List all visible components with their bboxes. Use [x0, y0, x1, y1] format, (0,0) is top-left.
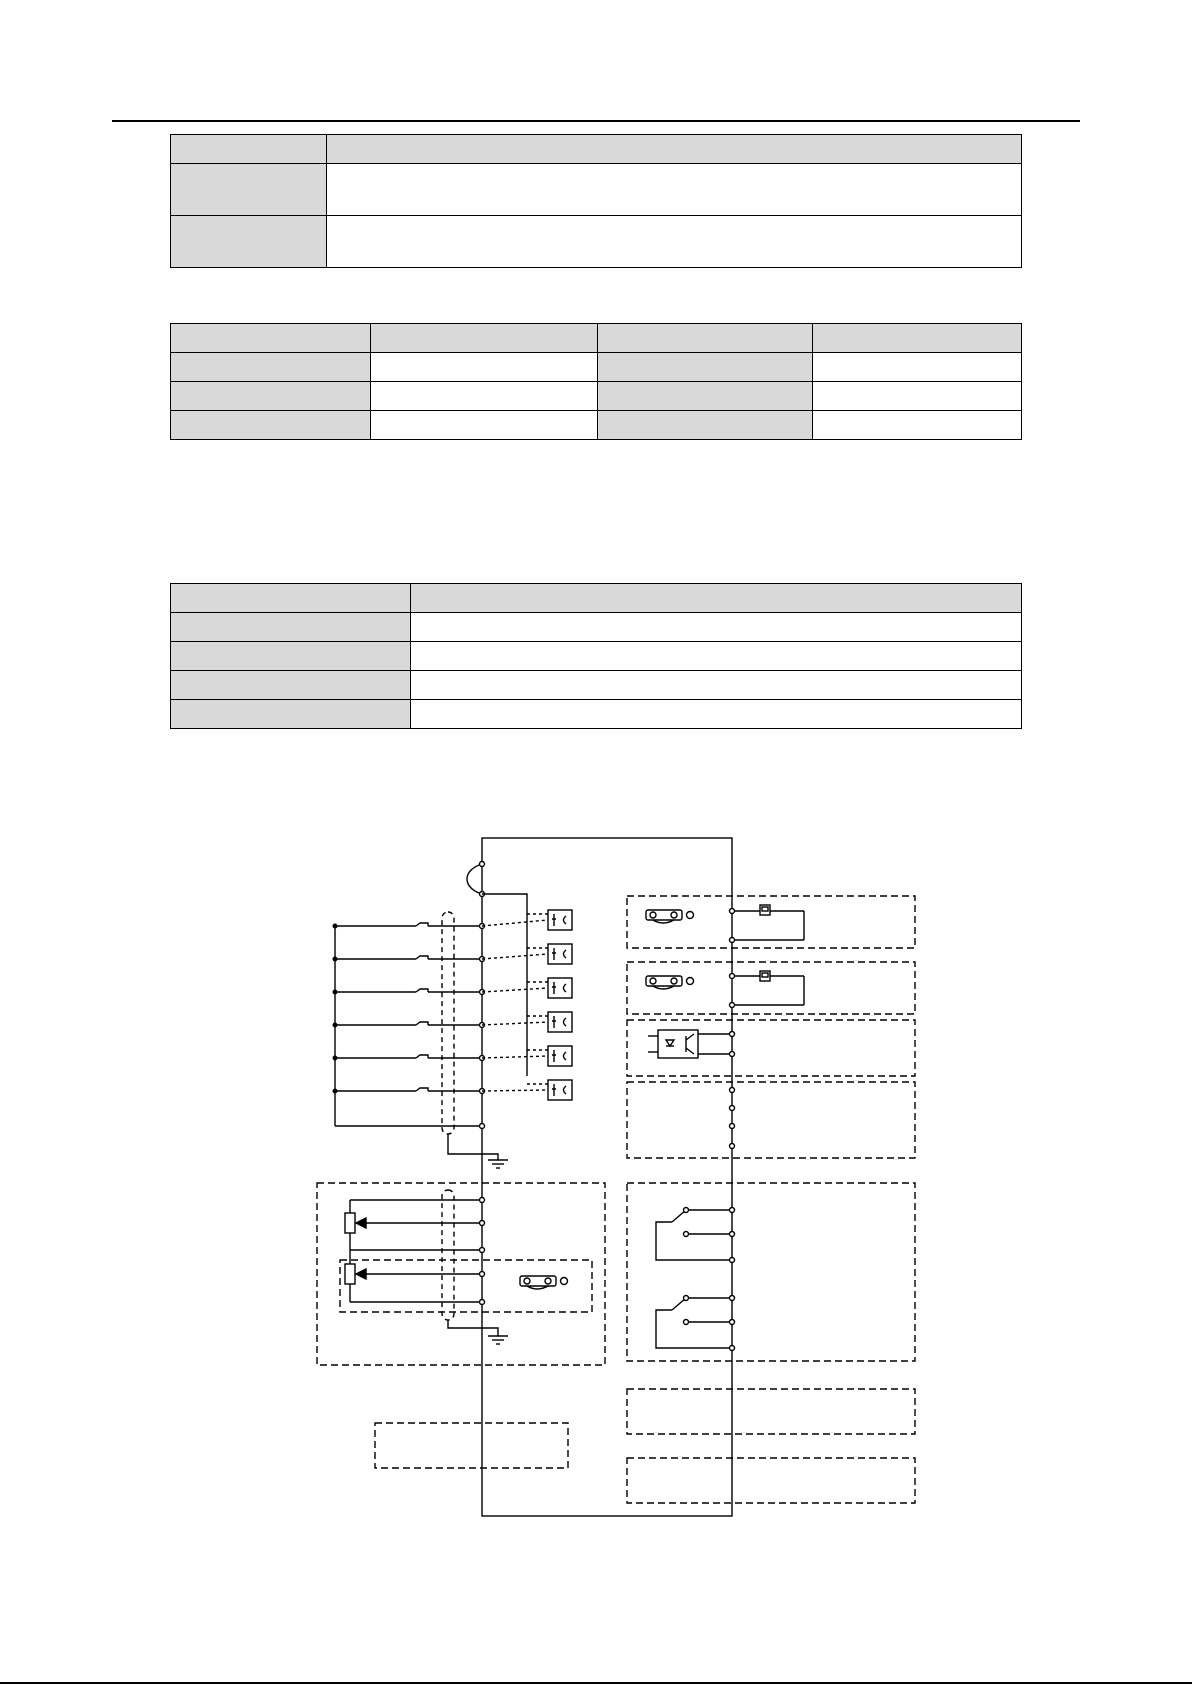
analog-shielded-cable [442, 1190, 454, 1320]
terminal [730, 1296, 735, 1301]
terminal [730, 1144, 735, 1149]
analog-output-1 [646, 905, 804, 940]
terminal [730, 1258, 735, 1263]
terminal [730, 1346, 735, 1351]
input-switch-icon [416, 1088, 428, 1091]
junction-dot [333, 990, 337, 994]
terminal [480, 1300, 485, 1305]
terminal [480, 1124, 485, 1129]
comm-port-group-2 [627, 1458, 915, 1503]
terminal [730, 1232, 735, 1237]
terminal [480, 1248, 485, 1253]
terminal [730, 1208, 735, 1213]
relay-1 [656, 1208, 732, 1261]
opto-link [482, 1022, 548, 1025]
terminal [480, 862, 485, 867]
communication-box [375, 1423, 568, 1468]
input-switch-icon [416, 1055, 428, 1058]
digital-input-lines [333, 923, 484, 1094]
digital-input-group [335, 926, 482, 1126]
potentiometer-1 [345, 1200, 482, 1250]
shielded-cable [442, 912, 454, 1134]
opto-output [648, 1030, 732, 1058]
terminal [480, 1221, 485, 1226]
opto-link [482, 1056, 548, 1058]
terminal [730, 1124, 735, 1129]
optocoupler-icon [548, 1080, 572, 1100]
input-switch-icon [416, 1022, 428, 1025]
optocoupler-icon [548, 978, 572, 998]
optocoupler-icon [548, 1012, 572, 1032]
opto-link [482, 954, 548, 959]
power-terminal-group [627, 1082, 915, 1158]
input-switch-icon [416, 956, 428, 959]
optocoupler-icon [548, 944, 572, 964]
junction-dot [333, 957, 337, 961]
shield-ground-lead [448, 1134, 498, 1160]
jumper-switch-icon [520, 1276, 568, 1289]
junction-dot [333, 924, 337, 928]
terminal [730, 1052, 735, 1057]
ground-icon [488, 1160, 508, 1168]
optocoupler-icon [548, 910, 572, 930]
open-collector-output-group [627, 1020, 915, 1076]
opto-link [482, 988, 548, 992]
footer-rule [0, 1682, 1192, 1684]
analog-output-2 [646, 971, 804, 1005]
opto-link [482, 920, 548, 926]
terminal [480, 1198, 485, 1203]
analog-shield-ground-lead [448, 1320, 498, 1336]
ground-icon [488, 1336, 508, 1344]
junction-dot [333, 1023, 337, 1027]
input-switch-icon [416, 989, 428, 992]
junction-dot [333, 1056, 337, 1060]
terminal [730, 909, 735, 914]
terminal [730, 1088, 735, 1093]
opto-link [482, 1090, 548, 1091]
terminal [480, 1272, 485, 1277]
potentiometer-2 [345, 1250, 482, 1302]
common-rail [482, 894, 527, 1076]
terminal [730, 938, 735, 943]
terminal [730, 1106, 735, 1111]
relay-2 [656, 1296, 732, 1349]
relay-output-group [627, 1183, 915, 1361]
terminal [730, 974, 735, 979]
terminal [730, 1320, 735, 1325]
optocoupler-icon [548, 1046, 572, 1066]
input-switch-icon [416, 923, 428, 926]
junction-dot [333, 1089, 337, 1093]
comm-port-group-1 [627, 1389, 915, 1434]
drive-body [482, 838, 732, 1516]
terminal [730, 1003, 735, 1008]
jumper-arc [467, 864, 482, 894]
terminal [730, 1032, 735, 1037]
